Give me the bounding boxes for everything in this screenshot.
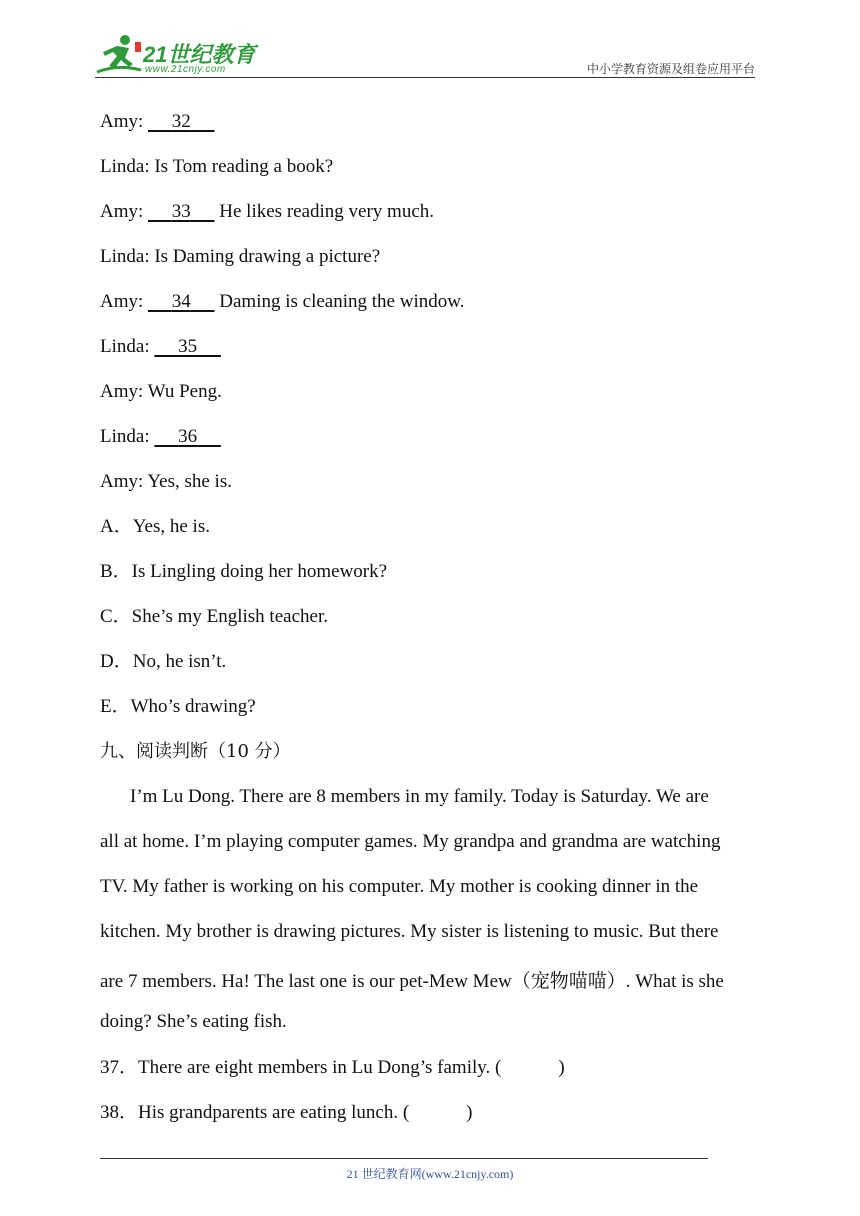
option-d: D．No, he isn’t. [100,651,227,672]
dialogue-line [100,470,232,494]
dialogue-line-32 [100,110,215,134]
option-c: C．She’s my English teacher. [100,606,328,627]
platform-name: 中小学教育资源及组卷应用平台 [586,62,755,76]
option-e: E．Who’s drawing? [100,696,256,717]
answer-blank-32: 32 [171,111,191,132]
question-37: 37．There are eight members in Lu Dong’s family. ( ) [100,1057,565,1078]
logo [95,34,265,76]
dialogue-line-33 [100,200,434,224]
passage-line: kitchen. My brother is drawing pictures. My sister is listening to music. But there [100,921,719,942]
answer-blank-36: 36 [178,426,198,447]
dialogue-line-35 [100,335,221,359]
answer-blank-33: 33 [171,201,191,222]
dialogue-line-34 [100,290,464,314]
logo-text: 21世纪教育 [143,42,256,67]
dialogue-continuation: He likes reading very much. [214,201,435,222]
dialogue-line [100,380,222,404]
dialogue-continuation: Daming is cleaning the window. [214,291,465,312]
dialogue-line [100,155,333,179]
runner-logo-icon [95,34,143,76]
passage-line: all at home. I’m playing computer games. My grandpa and grandma are watching [100,831,721,852]
passage-line: are 7 members. Ha! The last one is our pet-Mew Mew（宠物喵喵）. What is she [100,971,724,992]
dialogue-line-36 [100,425,221,449]
logo-url: www.21cnjy.com [145,64,226,75]
speaker: Amy: [100,111,149,132]
page-header [95,30,755,78]
section-title: 九、阅读判断（10 分） [100,741,291,762]
option-a: A．Yes, he is. [100,516,210,537]
speaker: Linda: [100,336,155,357]
dialogue-line [100,245,380,269]
speaker: Amy: Wu Peng. [100,381,222,402]
speaker: Linda: Is Daming drawing a picture? [100,246,381,267]
footer-divider [100,1158,708,1159]
passage-line: TV. My father is working on his computer. My mother is cooking dinner in the [100,876,699,897]
passage-line: I’m Lu Dong. There are 8 members in my family. Today is Saturday. We are [130,786,709,807]
option-b: B．Is Lingling doing her homework? [100,561,388,582]
footer-text: 21 世纪教育网(www.21cnjy.com) [346,1167,514,1181]
question-38: 38．His grandparents are eating lunch. ( ) [100,1102,473,1123]
speaker: Amy: [100,201,149,222]
speaker: Amy: Yes, she is. [100,471,232,492]
passage-line: doing? She’s eating fish. [100,1011,287,1032]
answer-blank-35: 35 [178,336,198,357]
answer-blank-34: 34 [171,291,191,312]
speaker: Amy: [100,291,149,312]
speaker: Linda: Is Tom reading a book? [100,156,334,177]
header-divider [95,77,755,78]
speaker: Linda: [100,426,155,447]
